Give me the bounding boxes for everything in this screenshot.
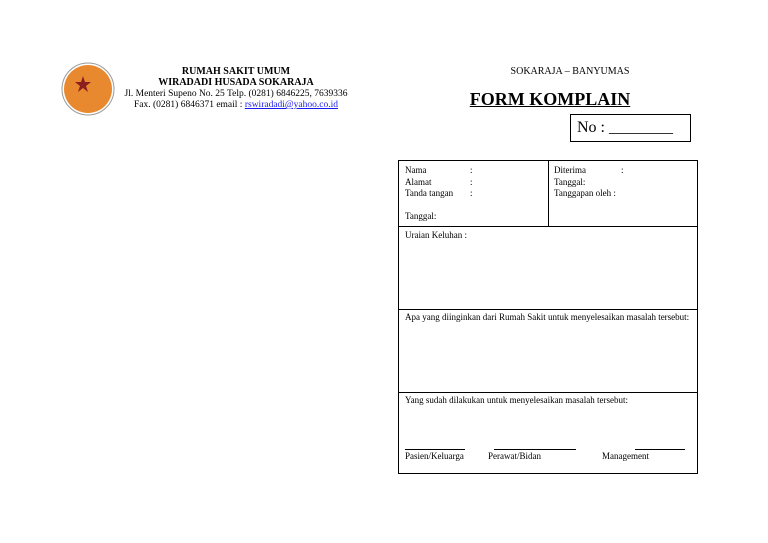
- signature-pasien-label: Pasien/Keluarga: [405, 451, 464, 461]
- field-tanggal-terima-label: Tanggal:: [554, 177, 586, 187]
- field-diterima-label: Diterima: [554, 165, 586, 175]
- section-divider-3: [399, 392, 697, 393]
- section-keluhan-label: Uraian Keluhan :: [405, 230, 467, 240]
- number-box: No : ________: [570, 114, 691, 142]
- top-section-divider: [548, 161, 549, 227]
- signature-management-label: Management: [602, 451, 649, 461]
- form-title: FORM KOMPLAIN: [469, 89, 631, 109]
- field-alamat-label: Alamat: [405, 177, 432, 187]
- signature-line-management: [635, 449, 685, 450]
- fax-text: Fax. (0281) 6846371 email :: [134, 100, 245, 110]
- field-nama-label: Nama: [405, 165, 427, 175]
- field-tanda-tangan-colon: :: [470, 188, 473, 198]
- field-tanda-tangan-label: Tanda tangan: [405, 188, 454, 198]
- hospital-name-line2: WIRADADI HUSADA SOKARAJA: [158, 77, 314, 88]
- signature-line-perawat: [494, 449, 576, 450]
- hospital-logo: [61, 62, 115, 116]
- signature-line-pasien: [405, 449, 465, 450]
- logo-orange-disc: [64, 65, 112, 113]
- hospital-fax-email: [118, 100, 354, 110]
- field-nama-colon: :: [470, 165, 473, 175]
- field-alamat-colon: :: [470, 177, 473, 187]
- field-diterima-colon: :: [621, 165, 624, 175]
- section-tindakan-label: Yang sudah dilakukan untuk menyelesaikan masalah tersebut:: [405, 395, 629, 405]
- signature-perawat-label: Perawat/Bidan: [488, 451, 541, 461]
- section-divider-2: [399, 309, 697, 310]
- field-tanggal-label: Tanggal:: [405, 211, 437, 221]
- location-text: SOKARAJA – BANYUMAS: [510, 66, 630, 77]
- field-tanggapan-label: Tanggapan oleh :: [554, 188, 616, 198]
- complaint-form: [398, 160, 698, 474]
- email-link[interactable]: rswiradadi@yahoo.co.id: [244, 100, 338, 110]
- section-keinginan-label: Apa yang diinginkan dari Rumah Sakit untuk menyelesaikan masalah tersebut:: [405, 312, 690, 322]
- section-divider-1: [399, 226, 697, 227]
- hospital-name-line1: RUMAH SAKIT UMUM: [181, 66, 291, 77]
- hospital-address: Jl. Menteri Supeno No. 25 Telp. (0281) 6846225, 7639336: [124, 89, 348, 99]
